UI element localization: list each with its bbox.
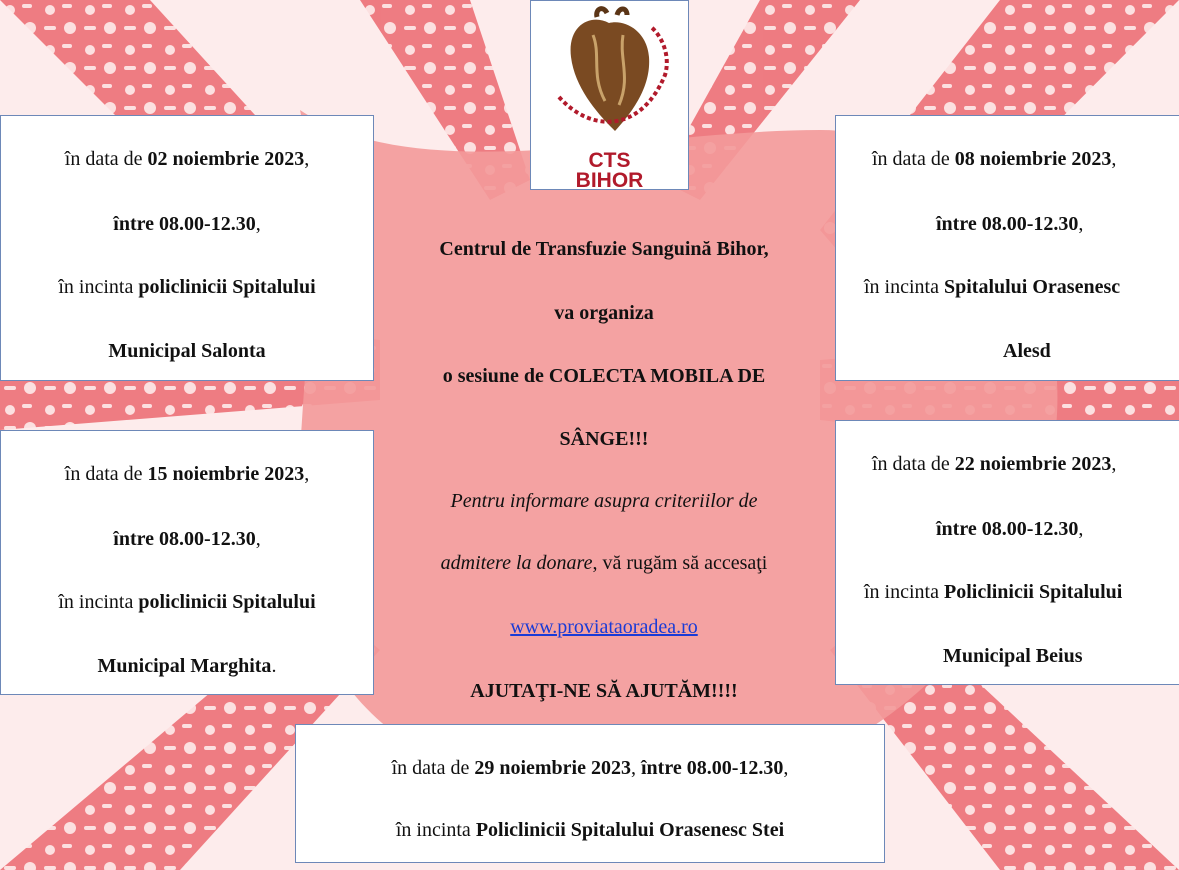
heart-logo-icon bbox=[531, 5, 688, 145]
session-place-line-2: Municipal Marghita. bbox=[97, 655, 277, 677]
session-place-line-2: Municipal Beius bbox=[943, 645, 1083, 667]
session-time-line: între 08.00-12.30, bbox=[936, 518, 1084, 540]
session-place-line-2: Alesd bbox=[1003, 340, 1051, 362]
session-place-line-2: Municipal Salonta bbox=[108, 340, 266, 362]
session-time-line: între 08.00-12.30, bbox=[113, 213, 261, 235]
announcement-organizer: Centrul de Transfuzie Sanguină Bihor, bbox=[439, 238, 769, 260]
session-date-line: în data de 22 noiembrie 2023, bbox=[872, 453, 1117, 475]
session-time-line: între 08.00-12.30, bbox=[113, 528, 261, 550]
session-place-line: în incinta Policlinicii Spitalului Orasenesc Stei bbox=[395, 819, 785, 841]
session-date-line: în data de 02 noiembrie 2023, bbox=[64, 148, 310, 170]
closing-slogan: AJUTAŢI-NE SĂ AJUTĂM!!!! bbox=[470, 680, 738, 702]
session-date-line: în data de 08 noiembrie 2023, bbox=[872, 148, 1117, 170]
session-place-line: în incinta Spitalului Orasenesc bbox=[864, 276, 1121, 298]
session-box-beius bbox=[835, 420, 1179, 685]
announcement-line: o sesiune de COLECTA MOBILA DE bbox=[442, 365, 766, 387]
session-date-line: în data de 15 noiembrie 2023, bbox=[64, 463, 310, 485]
session-place-line: în incinta policlinicii Spitalului bbox=[58, 591, 316, 613]
cts-bihor-logo bbox=[530, 0, 689, 190]
session-place-line: în incinta Policlinicii Spitalului bbox=[864, 581, 1123, 603]
logo-text-cts: CTS bbox=[588, 149, 631, 172]
session-date-line: în data de 29 noiembrie 2023, între 08.00-12.30, bbox=[391, 757, 789, 779]
announcement-line: SÂNGE!!! bbox=[559, 428, 649, 450]
session-box-salonta bbox=[0, 115, 374, 381]
logo-text-bihor: BIHOR bbox=[575, 169, 644, 192]
info-line: Pentru informare asupra criteriilor de bbox=[450, 490, 758, 512]
session-place-line: în incinta policlinicii Spitalului bbox=[58, 276, 316, 298]
session-box-alesd bbox=[835, 115, 1179, 381]
session-box-marghita bbox=[0, 430, 374, 695]
website-link[interactable]: www.proviataoradea.ro bbox=[510, 616, 698, 638]
website-link-line bbox=[382, 616, 826, 639]
info-line-2: admitere la donare, vă rugăm să accesaţi bbox=[440, 552, 768, 574]
announcement-line: va organiza bbox=[554, 302, 654, 324]
session-time-line: între 08.00-12.30, bbox=[936, 213, 1084, 235]
session-box-stei bbox=[295, 724, 885, 863]
